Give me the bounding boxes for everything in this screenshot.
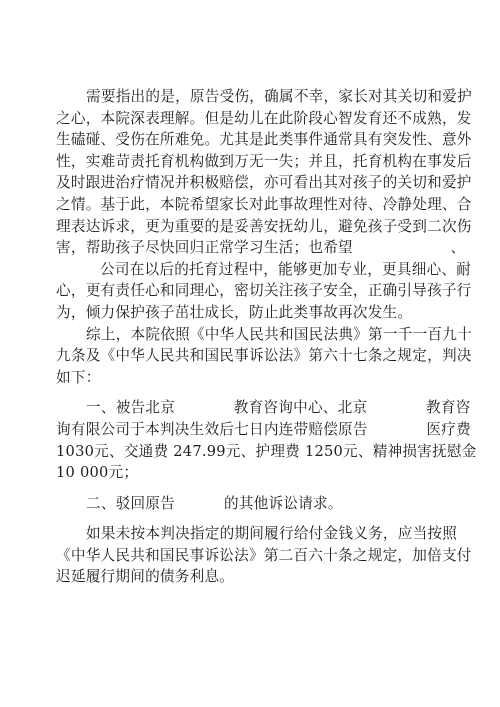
text-line: 如果未按本判决指定的期间履行给付金钱义务，应当按照	[86, 525, 458, 543]
spacer	[56, 484, 486, 493]
text-line: 综上，本院依照《中华人民共和国民法典》第一千一百九十	[86, 325, 472, 343]
text-line: 害，帮助孩子尽快回归正常学习生活；也希望 、	[56, 239, 466, 257]
text-line: 10 000元；	[56, 464, 139, 482]
text-line: 性，实难苛责托育机构做到万无一失；并且，托育机构在事发后	[56, 152, 472, 170]
text-line: 心，更有责任心和同理心，密切关注孩子安全，正确引导孩子行	[56, 282, 472, 300]
judgment-text	[56, 86, 486, 588]
paragraph-ruling-two	[56, 493, 486, 515]
spacer	[56, 514, 486, 523]
text-line: 为，倾力保护孩子茁壮成长，防止此类事故再次发生。	[56, 303, 413, 321]
text-line: 如下：	[56, 368, 101, 386]
text-line: 及时跟进治疗情况并积极赔偿，亦可看出其对孩子的关切和爱护	[56, 174, 472, 192]
text-line: 公司在以后的托育过程中，能够更加专业，更具细心、耐	[56, 260, 472, 278]
text-line: 二、驳回原告 的其他诉讼请求。	[86, 494, 343, 512]
text-line: 九条及《中华人民共和国民事诉讼法》第六十七条之规定，判决	[56, 347, 472, 365]
spacer	[56, 388, 486, 397]
text-line: 需要指出的是，原告受伤，确属不幸，家长对其关切和爱护	[86, 88, 472, 105]
text-line: 一、被告北京 教育咨询中心、北京 教育咨	[86, 399, 471, 417]
text-line: 询有限公司于本判决生效后七日内连带赔偿原告 医疗费	[56, 420, 471, 438]
text-line: 之心，本院深表理解。但是幼儿在此阶段心智发育还不成熟，发	[56, 109, 472, 127]
text-line: 迟延履行期间的债务利息。	[56, 568, 235, 586]
text-line: 理表达诉求，更为重要的是妥善安抚幼儿，避免孩子受到二次伤	[56, 217, 472, 235]
text-line: 1030元、交通费 247.99元、护理费 1250元、精神损害抚慰金	[56, 442, 477, 460]
text-line: 生磕碰、受伤在所难免。尤其是此类事件通常具有突发性、意外	[56, 131, 472, 149]
text-line: 之情。基于此，本院希望家长对此事故理性对待、冷静处理、合	[56, 195, 472, 213]
paragraph-ruling-one	[56, 397, 486, 483]
paragraph-delayed-performance	[56, 523, 486, 588]
text-line: 《中华人民共和国民事诉讼法》第二百六十条之规定，加倍支付	[56, 546, 472, 564]
paragraph-legal-basis	[56, 324, 486, 389]
paragraph-reasoning	[56, 86, 486, 324]
